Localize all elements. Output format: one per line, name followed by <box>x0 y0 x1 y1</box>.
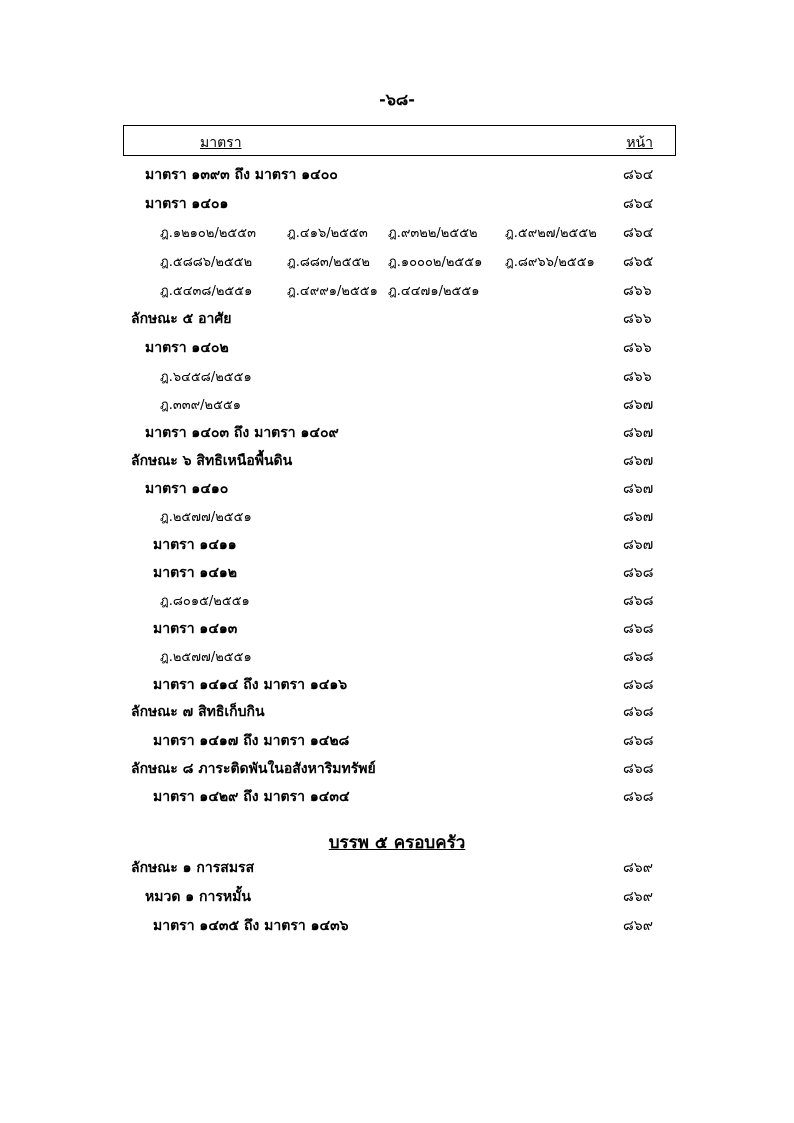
header-section: มาตรา <box>200 135 242 151</box>
page-ref: ๘๖๗ <box>623 509 654 525</box>
toc-entry: มาตรา ๑๓๙๓ ถึง มาตรา ๑๔๐๐ <box>145 167 338 183</box>
case-reference: ฎ.๘๘๓/๒๕๕๒ <box>287 255 371 270</box>
page-ref: ๘๖๘ <box>623 621 654 637</box>
page-ref: ๘๖๖ <box>623 311 652 327</box>
page-ref: ๘๖๘ <box>623 677 654 693</box>
toc-row <box>0 280 794 302</box>
toc-entry: ลักษณะ ๗ สิทธิเก็บกิน <box>131 704 265 720</box>
toc-entry: มาตรา ๑๔๐๒ <box>145 340 229 356</box>
toc-entry: มาตรา ๑๔๐๓ ถึง มาตรา ๑๔๐๙ <box>145 425 339 441</box>
page-ref: ๘๖๘ <box>623 704 654 720</box>
table-header <box>123 125 676 156</box>
page-ref: ๘๖๗ <box>623 425 654 441</box>
toc-row <box>0 164 794 186</box>
page-ref: ๘๖๘ <box>623 593 654 609</box>
toc-row <box>0 915 794 937</box>
case-reference: ฎ.๔๙๙๑/๒๕๕๑ <box>287 284 378 299</box>
toc-entry: ฎ.๒๕๗๗/๒๕๕๑ <box>160 650 252 665</box>
toc-row <box>0 886 794 908</box>
page-ref: ๘๖๘ <box>623 565 654 581</box>
case-reference: ฎ.๕๔๓๘/๒๕๕๑ <box>160 284 253 299</box>
toc-row <box>0 478 794 500</box>
toc-entry: ฎ.๒๕๗๗/๒๕๕๑ <box>160 510 252 525</box>
toc-row <box>0 337 794 359</box>
toc-row <box>0 506 794 528</box>
toc-row <box>0 394 794 416</box>
page-ref: ๘๖๗ <box>623 397 654 413</box>
toc-entry: มาตรา ๑๔๐๑ <box>145 196 229 212</box>
toc-entry: ลักษณะ ๖ สิทธิเหนือพื้นดิน <box>131 453 293 469</box>
toc-row <box>0 590 794 612</box>
toc-entry: มาตรา ๑๔๑๐ <box>145 481 229 497</box>
case-reference: ฎ.๔๔๗๑/๒๕๕๑ <box>388 284 480 299</box>
page-ref: ๘๖๔ <box>623 225 654 241</box>
toc-row <box>0 674 794 696</box>
page-ref: ๘๖๗ <box>623 453 654 469</box>
toc-row <box>0 308 794 330</box>
toc-entry: ฎ.๘๐๑๕/๒๕๕๑ <box>160 594 250 609</box>
toc-row <box>0 786 794 808</box>
page-number: -๖๘- <box>379 90 415 109</box>
toc-row <box>0 758 794 780</box>
toc-row <box>0 701 794 723</box>
toc-entry: ลักษณะ ๘ ภาระติดพันในอสังหาริมทรัพย์ <box>131 761 376 777</box>
toc-entry: ฎ.๓๓๙/๒๕๕๑ <box>160 398 242 413</box>
toc-entry: มาตรา ๑๔๑๒ <box>153 565 238 581</box>
case-reference: ฎ.๕๙๒๗/๒๕๕๒ <box>505 226 597 241</box>
page-ref: ๘๖๖ <box>623 340 652 356</box>
toc-row <box>0 857 794 879</box>
toc-entry: หมวด ๑ การหมั้น <box>145 889 251 905</box>
toc-entry: มาตรา ๑๔๑๔ ถึง มาตรา ๑๔๑๖ <box>153 677 348 693</box>
toc-row <box>0 534 794 556</box>
case-reference: ฎ.๘๙๖๖/๒๕๕๑ <box>505 255 595 270</box>
header-page: หน้า <box>626 135 653 151</box>
toc-row <box>0 450 794 472</box>
page-ref: ๘๖๗ <box>623 537 654 553</box>
toc-row <box>0 730 794 752</box>
toc-row <box>0 193 794 215</box>
page-ref: ๘๖๘ <box>623 789 654 805</box>
toc-row <box>0 562 794 584</box>
toc-entry: มาตรา ๑๔๑๑ <box>153 537 237 553</box>
section-heading: บรรพ ๕ ครอบครัว <box>328 833 466 853</box>
page-ref: ๘๖๙ <box>623 860 653 876</box>
toc-row <box>0 422 794 444</box>
toc-row <box>0 251 794 273</box>
case-reference: ฎ.๙๓๒๒/๒๕๕๒ <box>388 226 478 241</box>
toc-entry: ลักษณะ ๕ อาศัย <box>131 311 232 327</box>
toc-row <box>0 222 794 244</box>
page-ref: ๘๖๙ <box>623 889 653 905</box>
page-ref: ๘๖๕ <box>623 254 654 270</box>
page-ref: ๘๖๔ <box>623 167 654 183</box>
case-reference: ฎ.๔๑๖/๒๕๕๓ <box>287 226 368 241</box>
page-ref: ๘๖๖ <box>623 369 652 385</box>
toc-row <box>0 618 794 640</box>
page-ref: ๘๖๙ <box>623 918 653 934</box>
toc-entry: มาตรา ๑๔๓๕ ถึง มาตรา ๑๔๓๖ <box>153 918 349 934</box>
case-reference: ฎ.๑๐๐๐๒/๒๕๕๑ <box>388 255 483 270</box>
case-reference: ฎ.๕๘๘๖/๒๕๕๒ <box>160 255 253 270</box>
toc-row <box>0 366 794 388</box>
page-ref: ๘๖๗ <box>623 481 654 497</box>
case-reference: ฎ.๑๒๑๐๒/๒๕๕๓ <box>160 226 256 241</box>
toc-entry: มาตรา ๑๔๑๗ ถึง มาตรา ๑๔๒๘ <box>153 733 350 749</box>
toc-row <box>0 646 794 668</box>
page-ref: ๘๖๔ <box>623 196 654 212</box>
page-ref: ๘๖๘ <box>623 761 654 777</box>
page-ref: ๘๖๘ <box>623 733 654 749</box>
toc-entry: มาตรา ๑๔๑๓ <box>153 621 238 637</box>
page-ref: ๘๖๖ <box>623 283 652 299</box>
page-ref: ๘๖๘ <box>623 649 654 665</box>
toc-entry: มาตรา ๑๔๒๙ ถึง มาตรา ๑๔๓๔ <box>153 789 350 805</box>
toc-entry: ฎ.๖๔๕๘/๒๕๕๑ <box>160 370 252 385</box>
toc-entry: ลักษณะ ๑ การสมรส <box>131 860 255 876</box>
